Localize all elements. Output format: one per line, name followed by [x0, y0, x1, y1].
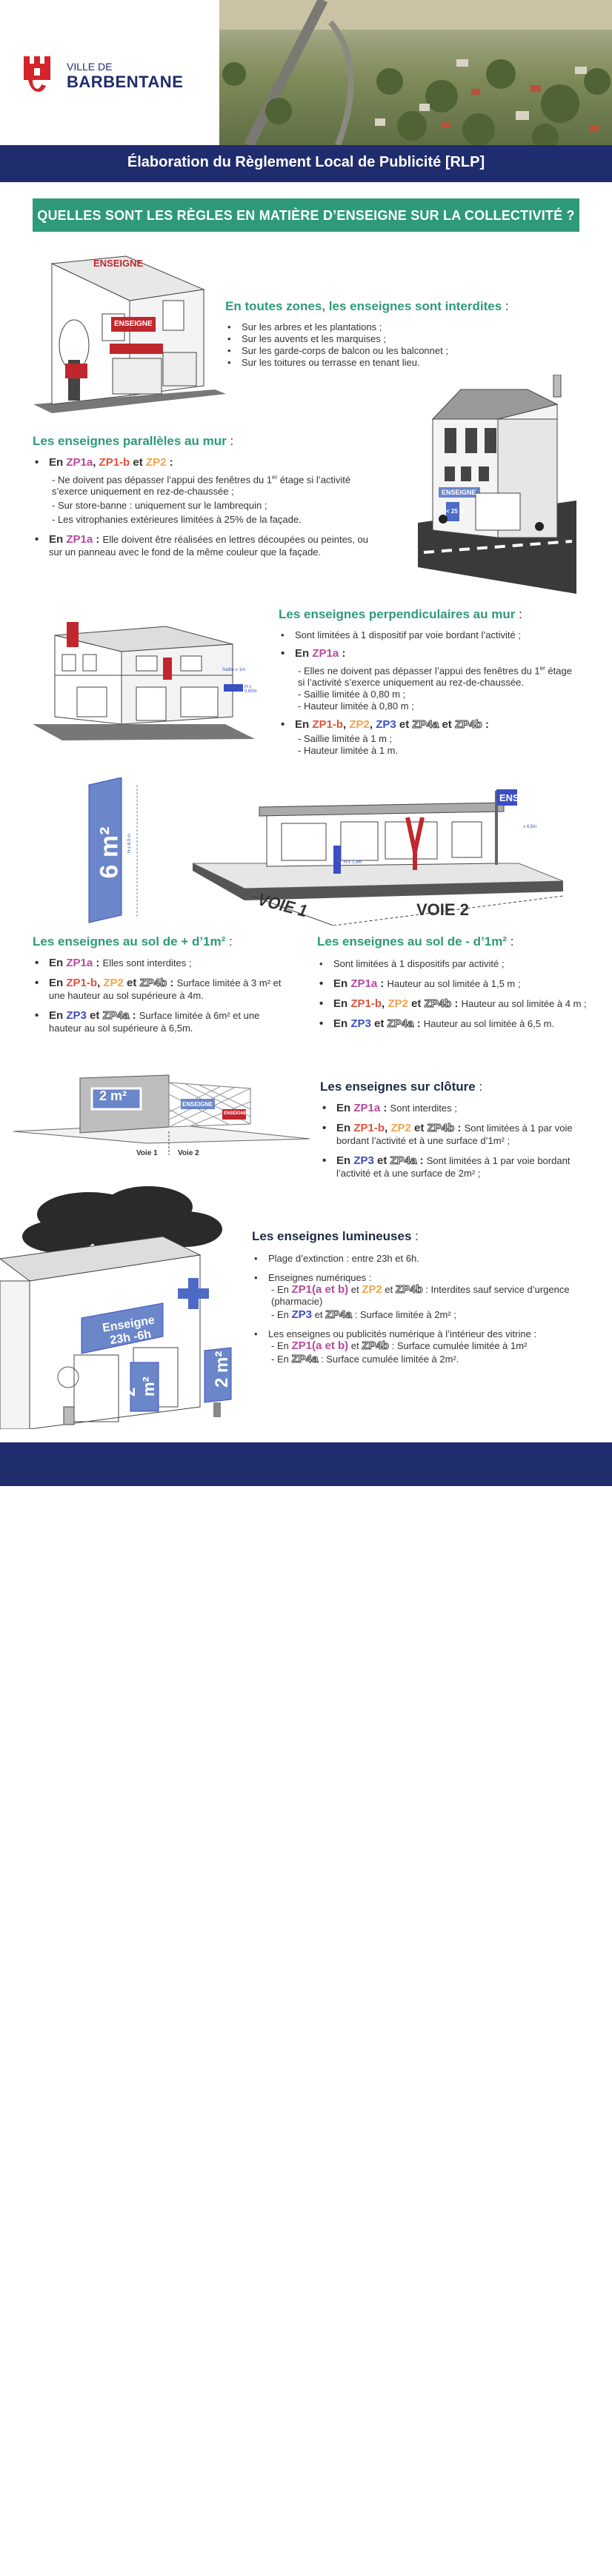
perp-rule-3: - Hauteur limitée à 0,80 m ; — [298, 700, 414, 712]
window-screen-label: 2 m² — [120, 1376, 158, 1396]
colon: : — [229, 934, 233, 949]
en-word: En — [49, 977, 64, 989]
list-item — [33, 456, 373, 526]
list-item — [33, 977, 292, 1002]
zone-zp1ab: ZP1(a et b) — [291, 1283, 349, 1296]
colon: : — [454, 997, 459, 1010]
parallel-rule-2: - Sur store-banne : uniquement sur le lambrequin ; — [52, 500, 267, 512]
zone-zp4b: ZP4b — [454, 718, 482, 732]
section-forbidden — [225, 299, 536, 369]
list-item: • Sont limitées à 1 dispositif par voie bordant l’activité ; — [279, 629, 572, 641]
zone-zp4a: ZP4a — [387, 1017, 414, 1030]
zone-zp1b: ZP1-b — [66, 977, 98, 989]
colon: : — [354, 1309, 358, 1320]
tower-icon — [21, 55, 53, 95]
section-ground-large-title: Les enseignes au sol de + d’1m² — [33, 934, 226, 949]
ground-small-rule-3: Hauteur au sol limitée à 6,5 m. — [423, 1018, 555, 1029]
colon: : — [96, 957, 100, 969]
colon: : — [425, 1284, 428, 1295]
list-item: • Sur les arbres et les plantations ; — [225, 321, 536, 333]
en-word: En — [276, 1354, 289, 1365]
fence-rule-2: Sont limitées à 1 par voie bordant l’activité et à une surface d’1m² ; — [336, 1123, 573, 1146]
perpendicular-illustration — [33, 613, 262, 746]
perp-rule-1 — [295, 663, 572, 689]
house-illustration — [30, 249, 230, 419]
facade-sign-text: ENSEIGNE — [114, 320, 153, 328]
en-word: En — [336, 1102, 351, 1114]
zone-zp3: ZP3 — [66, 1009, 87, 1022]
digital-rule-1-text: Interdites sauf service d’urgence (pharmacie) — [271, 1284, 570, 1307]
sup-er: er — [272, 474, 278, 481]
en-word: En — [333, 997, 348, 1010]
colon: : — [415, 1229, 419, 1243]
zone-zp3: ZP3 — [350, 1017, 371, 1030]
fence-rule-1: Sont interdites ; — [390, 1103, 457, 1114]
en-word: En — [295, 647, 310, 660]
zone-zp1b: ZP1-b — [99, 456, 130, 469]
en-word: En — [295, 718, 310, 732]
et-word: et — [127, 977, 137, 989]
en-word: En — [336, 1122, 351, 1134]
ground-small-rule-1: Hauteur au sol limitée à 1,5 m ; — [387, 978, 521, 989]
small-sign-height-label: H ≤ 1,5m — [344, 860, 362, 865]
vitrine-rule-1: - En ZP1(a et b) et ZP4b : Surface cumulée limitée à 1m² — [271, 1339, 528, 1352]
vitrine-rule-1-text: Surface cumulée limitée à 1m² — [396, 1340, 528, 1351]
colon: : — [505, 299, 509, 313]
et-word: et — [377, 1154, 388, 1167]
digital-rule-2: - En ZP3 et ZP4a : Surface limitée à 2m² ; — [271, 1308, 456, 1321]
section-illuminated — [252, 1229, 590, 1365]
list-item — [317, 1017, 591, 1030]
parallel-rule-1a: - Ne doivent pas dépasser l’appui des fenêtres du 1 — [52, 474, 273, 486]
list-item — [320, 1122, 587, 1147]
et-word: et — [90, 1009, 100, 1022]
et-word: et — [442, 718, 452, 732]
colon: : — [230, 434, 234, 448]
zone-zp2: ZP2 — [103, 977, 124, 989]
section-fence — [320, 1080, 587, 1180]
zone-zp2: ZP2 — [145, 456, 167, 469]
colon: : — [170, 977, 174, 989]
colon: : — [320, 1354, 324, 1365]
totem-height-label: H ≤ 6,5 m — [127, 834, 132, 853]
comma: , — [93, 456, 96, 469]
zone-zp4b: ZP4b — [424, 997, 452, 1010]
et-word: et — [399, 718, 410, 732]
ground-large-rule-1: Elles sont interdites ; — [102, 957, 192, 968]
section-ground-large — [33, 934, 292, 1034]
fence-sign-blue-text: ENSEIGNE — [182, 1101, 213, 1108]
list-item: • Sont limitées à 1 dispositifs par activité ; — [317, 958, 591, 970]
fence-voie1-label: Voie 1 — [136, 1149, 158, 1157]
section-forbidden-title: En toutes zones, les enseignes sont interdites — [225, 299, 502, 313]
zone-zp1ab: ZP1(a et b) — [291, 1339, 349, 1352]
zone-zp4a: ZP4a — [390, 1154, 417, 1167]
page-title: Élaboration du Règlement Local de Publicité [RLP] — [127, 154, 485, 170]
comma: , — [382, 997, 385, 1010]
colon: : — [479, 1080, 483, 1094]
vitrine-label: Les enseignes ou publicités numérique à l’intérieur des vitrine : — [268, 1328, 537, 1339]
list-item — [33, 957, 292, 969]
zone-zp4b: ZP4b — [427, 1122, 455, 1134]
et-word: et — [350, 1340, 359, 1351]
section-parallel — [33, 434, 373, 558]
list-item — [252, 1328, 590, 1365]
list-item — [279, 718, 572, 757]
et-word: et — [314, 1309, 323, 1320]
ground-large-rule-2: Surface limitée à 3 m² et une hauteur au sol supérieure à 4m. — [49, 977, 282, 1001]
perp-rule-1a: - Elles ne doivent pas dépasser l’appui des fenêtres du 1 — [298, 665, 540, 677]
vitrine-rule-2: - En ZP4a : Surface cumulée limitée à 2m². — [271, 1353, 459, 1365]
fence-illustration — [13, 1072, 310, 1165]
section-ground-small — [317, 934, 591, 1030]
zone-zp1a: ZP1a — [312, 647, 339, 660]
comma: , — [97, 977, 101, 989]
two-m2-label: 2 m² — [99, 1088, 127, 1103]
list-item — [320, 1102, 587, 1114]
zone-zp4b: ZP4b — [139, 977, 167, 989]
section-ground-small-title: Les enseignes au sol de - d’1m² — [317, 934, 508, 949]
totem-screen-label: 2 m² — [212, 1351, 232, 1388]
list-item — [320, 1154, 587, 1180]
en-word: En — [49, 456, 64, 469]
zone-zp1b: ZP1-b — [353, 1122, 385, 1134]
window-screen-label: 2 m² — [124, 2559, 156, 2575]
zone-zp3: ZP3 — [353, 1154, 374, 1167]
section-perpendicular-title: Les enseignes perpendiculaires au mur — [279, 607, 516, 621]
list-item: • Sur les auvents et les marquises ; — [225, 333, 536, 345]
list-item — [317, 977, 591, 990]
list-item — [33, 1009, 292, 1034]
zone-zp4b: ZP4b — [395, 1283, 423, 1296]
zone-zp3: ZP3 — [376, 718, 396, 732]
digital-signs-label: Enseignes numériques : — [268, 1272, 372, 1283]
saillie-label: Saillie ≤ 1m — [222, 668, 245, 672]
colon: : — [519, 607, 522, 621]
illuminated-sign-text: Enseigne 23h -6h — [102, 1314, 156, 1348]
et-word: et — [374, 1017, 385, 1030]
colon: : — [342, 647, 346, 660]
en-word: En — [333, 977, 348, 990]
logo-town-prefix: VILLE DE — [67, 61, 113, 73]
perp-rule-2: - Saillie limitée à 0,80 m ; — [298, 689, 406, 700]
zone-zp1b: ZP1-b — [350, 997, 382, 1010]
colon: : — [380, 977, 385, 990]
list-item — [279, 647, 572, 712]
zone-zp2: ZP2 — [362, 1283, 382, 1296]
list-item — [252, 1272, 590, 1321]
zone-zp1b: ZP1-b — [312, 718, 344, 732]
colon: : — [510, 934, 514, 949]
section-perpendicular — [279, 607, 572, 757]
ground-sign-illustration — [74, 777, 593, 926]
list-item — [317, 997, 591, 1010]
voie1-label: VOIE 1 — [254, 889, 311, 921]
comma: , — [385, 1122, 388, 1134]
zone-zp4a: ZP4a — [325, 1308, 352, 1321]
totem-ens-label: ENS — [499, 792, 519, 803]
zone-zp1a: ZP1a — [353, 1102, 381, 1114]
en-word: En — [49, 957, 64, 969]
logo — [21, 53, 206, 98]
logo-town-name: BARBENTANE — [67, 73, 184, 91]
aerial-photo — [219, 0, 612, 145]
zone-zp1a: ZP1a — [66, 957, 93, 969]
perp-rule-1b: étage si l’activité s’exerce uniquement au rez-de-chaussée. — [298, 665, 572, 689]
comma: , — [343, 718, 347, 732]
et-word: et — [133, 456, 143, 469]
digital-rule-2-text: Surface limitée à 2m² ; — [359, 1309, 456, 1320]
zone-zp2: ZP2 — [390, 1122, 411, 1134]
list-item: • Sur les toitures ou terrasse en tenant lieu. — [225, 357, 536, 369]
zone-zp4a: ZP4a — [102, 1009, 130, 1022]
colon: : — [416, 1017, 421, 1030]
colon: : — [485, 718, 489, 732]
et-word: et — [414, 1122, 425, 1134]
en-word: En — [333, 1017, 348, 1030]
pole-height-label: ≤ 6,5m — [523, 825, 537, 829]
colon: : — [383, 1102, 388, 1114]
zone-zp3: ZP3 — [291, 1308, 312, 1321]
building-street-illustration — [416, 375, 576, 594]
fence-voie2-label: Voie 2 — [178, 1149, 199, 1157]
section-illuminated-title: Les enseignes lumineuses — [252, 1229, 412, 1243]
roof-sign-text: ENSEIGNE — [93, 258, 144, 269]
en-word: En — [49, 1009, 64, 1022]
ground-small-rule-2: Hauteur au sol limitée à 4 m ; — [461, 998, 587, 1009]
ground-large-rule-3: Surface limitée à 6m² et une hauteur au sol supérieure à 6,5m. — [49, 1010, 260, 1034]
section-parallel-title: Les enseignes parallèles au mur — [33, 434, 227, 448]
parallel-rule-3: - Les vitrophanies extérieures limitées à 25% de la façade. — [52, 514, 302, 526]
fence-sign-red-text: ENSEIGNE — [224, 1111, 247, 1116]
building-sign-text: ENSEIGNE — [442, 489, 476, 496]
section-fence-title: Les enseignes sur clôture — [320, 1080, 476, 1094]
sup-er: er — [539, 665, 545, 672]
parallel-rule-4: Elle doivent être réalisées en lettres découpées ou peintes, ou sur un panneau avec le fond de la même couleur que la façade. — [49, 534, 368, 558]
colon: : — [96, 533, 100, 546]
zone-zp2: ZP2 — [349, 718, 370, 732]
six-m2-label: 6 m² — [95, 826, 124, 879]
height-label: H ≤ 0,80m — [245, 685, 257, 694]
en-word: En — [336, 1154, 351, 1167]
et-word: et — [411, 997, 422, 1010]
zone-zp4a: ZP4a — [291, 1353, 319, 1365]
vitrophanie-label: < 25 % — [446, 508, 465, 515]
en-word: En — [276, 1340, 289, 1351]
zone-zp1a: ZP1a — [350, 977, 378, 990]
vitrine-rule-2-text: Surface cumulée limitée à 2m². — [326, 1354, 459, 1365]
zone-zp1a: ZP1a — [66, 456, 93, 469]
zone-zp1a: ZP1a — [66, 533, 93, 546]
comma: , — [369, 718, 373, 732]
list-item: • Plage d’extinction : entre 23h et 6h. — [252, 1253, 590, 1265]
digital-rule-1: - En ZP1(a et b) et ZP2 et ZP4b : Interdites sauf service d’urgence (pharmacie) — [271, 1283, 570, 1307]
perp-rule-5: - Hauteur limitée à 1 m. — [298, 745, 399, 757]
zone-zp4b: ZP4b — [362, 1339, 389, 1352]
fence-rule-3: Sont limitées à 1 par voie bordant l’activité et à une surface de 2m² ; — [336, 1155, 571, 1179]
colon: : — [169, 456, 173, 469]
en-word: En — [276, 1284, 289, 1295]
perp-rule-4: - Saillie limitée à 1 m ; — [298, 733, 393, 745]
colon: : — [419, 1154, 424, 1167]
colon: : — [391, 1340, 395, 1351]
list-item — [33, 533, 373, 558]
et-word: et — [385, 1284, 393, 1295]
question-title: QUELLES SONT LES RÈGLES EN MATIÈRE D’ENSEIGNE SUR LA COLLECTIVITÉ ? — [37, 208, 575, 223]
footer-bar — [0, 1442, 612, 1486]
voie2-label: VOIE 2 — [416, 900, 469, 919]
zone-zp4a: ZP4a — [412, 718, 439, 732]
zone-zp2: ZP2 — [388, 997, 408, 1010]
colon: : — [457, 1122, 462, 1134]
list-item: • Sur les garde-corps de balcon ou les balconnet ; — [225, 345, 536, 357]
en-word: En — [49, 533, 64, 546]
en-word: En — [276, 1309, 289, 1320]
colon: : — [132, 1009, 136, 1022]
parallel-rule-1b: étage si l’activité s’exerce uniquement en rez-de-chaussée ; — [52, 474, 351, 498]
parallel-rule-1 — [49, 472, 373, 498]
et-word: et — [350, 1284, 359, 1295]
